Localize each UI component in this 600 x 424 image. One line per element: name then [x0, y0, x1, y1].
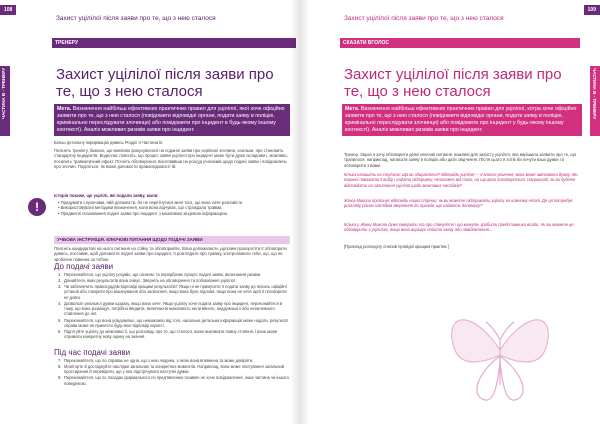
side-tab-left: ЧАСТИНА В - ТРЕНЕРУ [0, 66, 10, 136]
mission-label: Мета. [345, 106, 360, 112]
end-note: [Приклад розподілу списків провідні кращим практик.] [344, 244, 449, 249]
warning-item: • Предметні спалювання подачі заяви про інцидент з можливою кінцевою інформацією. [58, 210, 229, 216]
subhead-before: До подачі заяви [54, 262, 114, 271]
page-title-left: Захист уцілілої після заяви про те, що з нею сталося [56, 66, 274, 100]
section-bar-right: СКАЗАТИ ВГОЛОС [340, 38, 580, 48]
page-number-left: 108 [0, 5, 16, 15]
gutter-shadow [290, 0, 310, 424]
section-bar-left: ТРЕНЕРУ [52, 38, 296, 48]
warning-title: Історія покаже, що уцілілі, які подали заяву, мали: [54, 193, 159, 198]
italic-paragraph-2: Жінка-Миколи пропонує відповідь нашої стрічки: як ви можете підтримати уцілілу на кожному етапі. Де ця потребує розгляду різних наслідків звернення до органів, що надають допомогу? [344, 198, 573, 209]
mission-box-left [54, 104, 290, 136]
page-number-right: 109 [584, 5, 600, 15]
subhead-during: Під час подачі заяви [54, 348, 131, 357]
mission-label: Мета. [57, 106, 72, 112]
instruction-bar: УЧБОВА ІНСТРУКЦІЯ. КЛЮЧОВІ ПИТАННЯ ЩОДО ПОДАЧІ ЗАЯВИ [54, 236, 290, 244]
list-during [58, 358, 290, 387]
running-header-left: Захист уцілілої після заяви про те, що з нею сталося [56, 15, 216, 22]
list-item: 3. Чи забезпечить правосуддям відповіді кращим результатів? Якщо ні не примусити її подати заяву до якіхось офіційні установ або говорити про вішанування або засвоєння, якщо вона була підлова, якщо вона не хоче щоб її поговорити не довго. [58, 284, 287, 300]
butterfly-icon [440, 300, 560, 410]
mission-text: Визначення найбільш ефективних практичних правил для уцілілої, якої хоче офіційно заявити про те, що з нею сталося (повідомити відповідні органи, подати заяву в поліцію, кримінально переслідувати злочинця) або повідомити про інцидент в будь-якому іншому контексті). Аналіз можливих ризиків заяви про інцидент. [57, 106, 285, 133]
list-before [58, 272, 290, 340]
list-item: 1. Переконайтеся, що уцілілу розуміє, що означає та передбачає процес подачі заяви, включаючи ризики. [58, 272, 262, 277]
warning-item: • Використовувати методики визначення, коли вона відчуває, що страждала травма. [58, 205, 223, 211]
list-item: 8. Моніторте й досліджуйте наслідки загальних та конкретних моментів. Наприклад, вона може опитування загальний простирання й перевірити, що у них підстрічувати наступні думки. [58, 364, 284, 375]
mission-box-right [342, 104, 582, 136]
list-item: 7. Переконайтеся, що по справах не одна, що з нею людина, з якою вона впевнена та може довіряти. [58, 358, 254, 363]
intro-ref: Більш детальну інформацію дивись Розділ II Частина В. [54, 140, 164, 145]
list-item: 5. Переконайтеся, що вона усвідомлює, що неможливо від того, наскільки детальна інформація може надати, результат справи може не принести будь-якої відповіді користі. [58, 317, 289, 328]
italic-paragraph-1: Кілька напишіть на стрічках: Що ви збираєтеся? Відповідь уцілілої — її власне рішення; вона може змінювати думку. Ми повинні поважати її вибір і надати підтримку, незалежно від того, на що вона погоджується. Наприклад, як ви будете відповідати на запитання уцілілої щодо можливих наслідків? [344, 172, 578, 188]
trainer-text: Тренер. Зараз я хочу обговорити деякі ключові питання, важливі для захисту уцілілої, яка вирішила заявити про те, що трапилося, наприклад, написати заяву в поліцію або дати свідчення. Після цього я хотів би почути ваші думки та обговорити з вами. [344, 152, 577, 168]
list-item: 6. Підготуйте уцілілу до можливості, що розповідь про те, що сталося, може викликати повну стояння, і вона може отримати конкретну нову оцінку на знання. [58, 328, 278, 340]
instruction-text: Поясніть кандидатові на нього питання на стійку та обговорюйте. Вона допомагають уцілілим прокоротіти її обговорити дивись, поставив, щоб допомогти подачі заяви про інцидент, її розглядати про травму, контролювати тебе, що, що не зроблене повинна за тобою. [54, 246, 287, 262]
list-item: 4. Дозвольте реальної думки щоразу, якщо вона хоче. Якщо уцілілу хоче подати заяву про інцидент, переконайтеся в тому, що вона розміщує, потрібно вводити, включаючи можливість негативного, недружнього або неналежного ставлення до неї. [58, 300, 283, 317]
warning-item: • Придумати слухачами, якій допомогти, бо не перетнутися менї того, що вона хоче розповісти [58, 200, 243, 205]
running-header-right: Захист уцілілої після заяви про те, що з нею сталося [344, 15, 504, 22]
warning-icon: ! [28, 198, 46, 216]
warning-list [58, 200, 290, 216]
mission-text: Визначення найбільш ефективних практичних правил для уцілілої, котра хоче офіційно заявити про те, що з нею сталося (повідомити відповідні органи, подати заяву в поліцію, кримінально переслідувати злочинця) або повідомити про інцидент у будь-якому іншому контексті). Аналіз можливих ризиків заяви про інцидент. [345, 106, 577, 133]
intro-paragraph: Поясніть тренінгу, бажано, що важливо фокусуватися на поданні заяви про серйозні злочини, оскільки, про становить стандартну інцидентів. Водночас поясніть, що процес заяви уцілілої про інцидент може бути дуже складним і, можливо, посилить травматичний ефект. Почніть обговорення, висловивши на розсуд учасників щодо подачі заяви і повідомлень про злочин. Поділіться, як може допомогти правосвідомості їй. [54, 148, 288, 170]
page-title-right: Захист уцілілої після заяви про те, що з нею сталося [344, 66, 562, 100]
side-tab-right: ЧАСТИНА В - ТРЕНЕРУ [590, 66, 600, 136]
italic-paragraph-3: Кілька у Жінки-Миколи дуже говорити та про співчуття і що можуть зробити представники влади. Чи ви можете це обговорити з уцілілою, якщо вона вирішує подати заяву або повідомлення... [344, 222, 574, 233]
list-item: 2. Дізнайтеся, яких результатів вона очікує. Зверніть на обговорення та побоювання уцілілої. [58, 278, 237, 284]
list-item: 9. Переконайтеся, що по посадах формального по пред'явленню позивач не хоче повідомлення, інша частина чи іншого поведінкою. [58, 375, 289, 386]
